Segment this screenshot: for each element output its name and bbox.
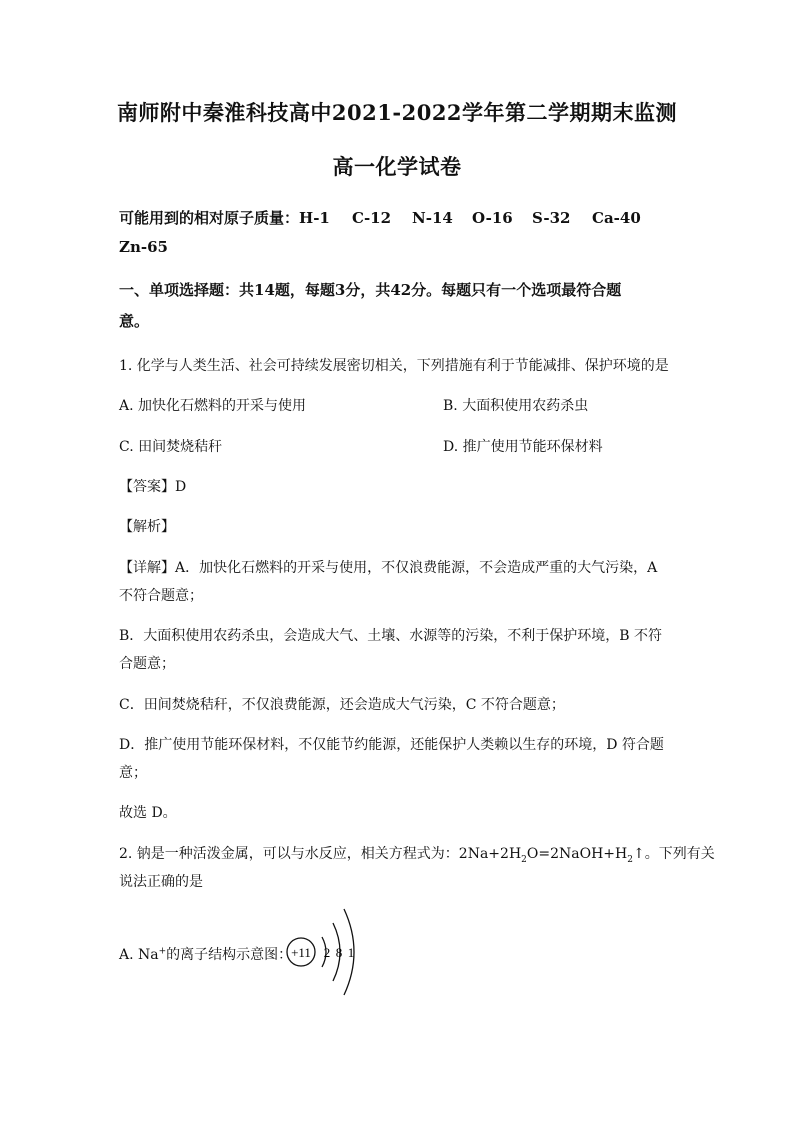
q2-stem-line1	[119, 843, 715, 865]
q1-detail-b-line2: 合题意；	[119, 656, 175, 672]
mass-n: N-14	[412, 209, 453, 227]
shell-electrons-3: 1	[347, 945, 355, 960]
q2-sub-h2: 2	[627, 854, 633, 865]
q1-detail-a-line1: 【详解】A．加快化石燃料的开采与使用，不仅浪费能源，不会造成严重的大气污染，A	[119, 560, 658, 576]
q1-answer: 【答案】D	[119, 479, 187, 495]
mass-o: O-16	[472, 209, 513, 227]
q1-option-c: C. 田间焚烧秸秆	[119, 439, 223, 455]
q2-option-a-suffix: 的离子结构示意图：	[166, 947, 293, 963]
q1-option-a: A. 加快化石燃料的开采与使用	[119, 398, 307, 414]
q1-conclusion: 故选 D。	[119, 805, 177, 821]
q2-stem-line2: 说法正确的是	[119, 874, 203, 890]
q2-option-a-prefix: A. Na	[119, 947, 159, 963]
shell-electrons-2: 8	[335, 945, 343, 960]
q1-detail-d-line2: 意；	[119, 765, 147, 781]
q1-detail-b-line1: B．大面积使用农药杀虫，会造成大气、土壤、水源等的污染，不利于保护环境，B 不符	[119, 628, 663, 644]
q1-option-b: B. 大面积使用农药杀虫	[443, 398, 589, 414]
q2-option-a-sup: +	[158, 946, 167, 957]
exam-title-line2: 高一化学试卷	[332, 154, 462, 179]
q2-option-a	[119, 944, 292, 964]
mass-ca: Ca-40	[592, 209, 641, 227]
q1-stem: 1. 化学与人类生活、社会可持续发展密切相关，下列措施有利于节能减排、保护环境的是	[119, 358, 669, 374]
na-ion-structure-diagram	[284, 905, 364, 1000]
mass-s: S-32	[532, 209, 571, 227]
q2-stem-prefix: 2. 钠是一种活泼金属，可以与水反应，相关方程式为：2Na+2H	[119, 846, 522, 862]
q1-analysis-label: 【解析】	[119, 519, 175, 535]
q1-option-d: D. 推广使用节能环保材料	[443, 439, 603, 455]
q2-sub-h2o: 2	[521, 854, 527, 865]
nucleus-charge: +11	[291, 945, 311, 960]
mass-zn: Zn-65	[119, 238, 168, 256]
section1-heading-line2: 意。	[119, 312, 150, 330]
atomic-masses-line1	[119, 207, 641, 228]
q2-stem-mid: O=2NaOH+H	[526, 846, 628, 862]
q1-detail-c: C．田间焚烧秸秆，不仅浪费能源，还会造成大气污染，C 不符合题意；	[119, 697, 565, 713]
atomic-masses-label: 可能用到的相对原子质量：	[119, 209, 300, 227]
section1-heading-line1: 一、单项选择题：共14题，每题3分，共42分。每题只有一个选项最符合题	[119, 281, 622, 299]
q1-detail-a-line2: 不符合题意；	[119, 588, 203, 604]
mass-h: H-1	[299, 209, 330, 227]
shell-electrons-1: 2	[323, 945, 331, 960]
mass-c: C-12	[352, 209, 392, 227]
q1-detail-d-line1: D．推广使用节能环保材料，不仅能节约能源，还能保护人类赖以生存的环境，D 符合题	[119, 737, 664, 753]
q2-stem-suffix: ↑。下列有关	[632, 846, 715, 862]
exam-title-line1: 南师附中秦淮科技高中2021-2022学年第二学期期末监测	[116, 100, 678, 125]
